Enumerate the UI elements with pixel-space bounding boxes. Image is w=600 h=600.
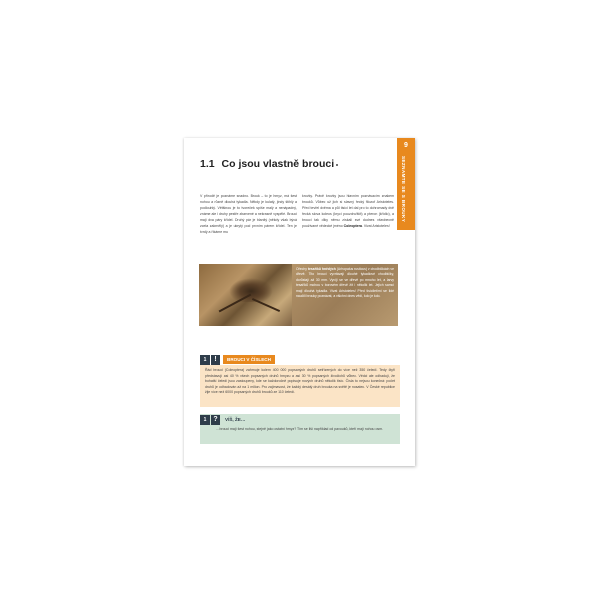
body-right-text: krovky. Právě krovky jsou hlavním poznávacím znakem brouků. Vůbec už jich si slavný řecký filozof Aristoteles. Před tevřel dvěma a půl tisíci let dal pro to dohromady dvě řecká slova koleos (krycí pouzdro/štít) a pteron (křídlo), a brouci tak díky němu získali své dodnes všeobecně používané vědecké jméno xyxy=(302,194,394,228)
exclamation-icon: ! xyxy=(211,355,220,365)
chapter-tab xyxy=(397,138,415,230)
page-number: 9 xyxy=(404,142,408,149)
caption-bold: tesaříků hnědých xyxy=(307,267,336,271)
title-dot xyxy=(336,164,338,166)
beetle-badge-icon: 1 xyxy=(200,415,210,425)
section-title-text: Co jsou vlastně brouci xyxy=(221,158,335,170)
fact-box-header xyxy=(200,414,400,425)
chapter-tab-label: SEZNAMTE SE S BROUKY xyxy=(401,156,406,223)
info-box-title: BROUCI V ČÍSLECH xyxy=(223,355,275,364)
body-right-bold: Coleoptera xyxy=(343,224,362,228)
fact-box-text: …brouci mají šest nohou, stejně jako ostatní hmyz? Tím se liší například od pavouků, kteří mají nohou osm. xyxy=(200,425,400,444)
info-box-text: Řád brouci (Coleoptera) zahrnuje kolem 400 000 popsaných druhů setřízených do více než 350 čeledí. Tedy čtyři představují asi 40 % všech popsaných druhů hmyzu a asi 30 % popsaných živočichů vůbec. Vědci ale odhadují, že bohatší čeledi jsou zastoupeny, kde se každoročně popisuje nových druhů několik tisíc. Čísla to nejsou konečná: počet druhů je odhadován až na 1 milion. Pro zajímavost, že každý desátý druh brouka na světě je nosatec. V České republice žije více než 6000 popsaných druhů brouků ze 110 čeledí. xyxy=(200,365,400,407)
fact-box-title: VÍŠ, ŽE… xyxy=(225,417,246,422)
book-page xyxy=(184,138,415,466)
caption-rest: (Arhopalus rusticus) v chodbičkách ve dřevě. Tito brouci vyvrtávají dlouhé tykadlové chodbičky, dorůstají až 30 mm. Vyvíjí se ve dřevě po mnoho let, a larvy tesaříků mohou v borovém dřevě žít i několik let. Jejich samci mají dlouhá tykadla. Vivat Aristoteles! Před tisíciletími se lidé naučili brouky poznávat, a všichni dnes vědí, kdo je kdo. xyxy=(296,267,394,299)
body-column-left: V přírodě je poznáme snadno. Brouk – to je hmyz, má šest nohou a různě dlouhá tykadla. Někdy je kulatý, jindy štíhlý a podlouhlý. Většinou je to tvoreček spíše malý a nenápadný, známe ale i druhy pestře zbarvené a nekrasně vyspělé. Brouci mají dva páry křídel. Druhý pár je blanitý (někdy však bývá zcela zakrnělý) a je ukrytý pod prvním párem křídel. Ten je tvrdý a říkáme mu xyxy=(200,194,297,234)
section-title xyxy=(200,158,334,170)
body-right-end: . Vivat Aristoteles! xyxy=(361,224,390,228)
info-box-header xyxy=(200,354,275,365)
photo-caption xyxy=(292,264,398,326)
section-number: 1.1 xyxy=(200,158,215,170)
beetle-badge-icon: 1 xyxy=(200,355,210,365)
caption-start: Ořechy xyxy=(296,267,307,271)
beetle-shape xyxy=(229,278,273,302)
body-column-right xyxy=(302,193,394,229)
beetle-photo xyxy=(199,264,292,326)
question-icon: ? xyxy=(211,415,220,425)
